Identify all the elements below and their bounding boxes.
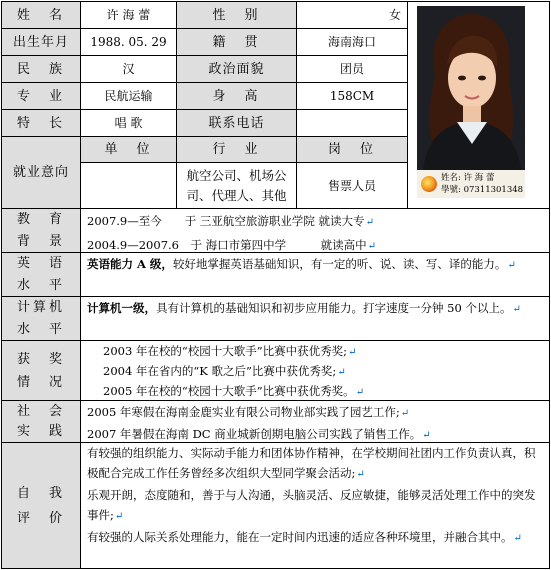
- school-logo-icon: [421, 176, 437, 192]
- education-line-1: 2007.9—至今 于 三亚航空旅游职业学院 就读大专↵: [87, 214, 374, 228]
- intent-position-value: 售票人员: [296, 162, 408, 209]
- intent-industry-header: 行 业: [176, 136, 297, 163]
- self-eval-item: 有较强的组织能力、实际动手能力和团体协作精神，在学校期间社团内工作负责认真，积极配合完成工作任务曾经多次组织大型同学聚会活动;↵: [87, 446, 536, 480]
- award-item: 2003 年在校的“校园十大歌手”比赛中获优秀奖;↵: [103, 344, 357, 358]
- intent-position-header: 岗 位: [296, 136, 408, 163]
- ethnicity-label: 民 族: [1, 55, 81, 83]
- english-description: 较好地掌握英语基础知识，有一定的听、说、读、写、译的能力。: [172, 257, 507, 271]
- computer-label: 计算机 水 平: [1, 296, 81, 341]
- major-value: 民航运输: [80, 82, 177, 110]
- name-value: 许 海 蕾: [80, 1, 177, 29]
- height-value: 158CM: [296, 82, 408, 110]
- political-status-label: 政治面貌: [176, 55, 297, 83]
- self-evaluation-label: 自 我 评 价: [1, 442, 81, 569]
- caption-student-id: 學號: 07311301348: [441, 185, 524, 195]
- major-label: 专 业: [1, 82, 81, 110]
- intent-unit-value: [80, 162, 177, 209]
- social-practice-label: 社 会 实 践: [1, 400, 81, 443]
- gender-label: 性 别: [176, 1, 297, 29]
- portrait-photo: [417, 6, 525, 170]
- education-content: [80, 208, 550, 253]
- intent-industry-value: 航空公司、机场公司、代理人、其他: [176, 162, 297, 209]
- awards-label: 获 奖 情 况: [1, 340, 81, 401]
- height-label: 身 高: [176, 82, 297, 110]
- ethnicity-value: 汉: [80, 55, 177, 83]
- computer-level: 计算机一级，: [87, 301, 156, 315]
- native-place-value: 海南海口: [296, 28, 408, 56]
- caption-name: 姓名: 许 海 蕾: [441, 173, 495, 183]
- intent-unit-header: 单 位: [80, 136, 177, 163]
- social-practice-content: [80, 400, 550, 443]
- english-content: 英语能力 A 级，较好地掌握英语基础知识，有一定的听、说、读、写、译的能力。↵: [80, 252, 550, 297]
- specialty-label: 特 长: [1, 109, 81, 137]
- gender-value: 女: [296, 1, 408, 29]
- english-label: 英 语 水 平: [1, 252, 81, 297]
- award-item: 2005 年在校的“校园十大歌手”比赛中获优秀奖。↵: [103, 384, 365, 398]
- phone-value: [296, 109, 408, 137]
- photo-cell: [407, 1, 550, 209]
- award-item: 2004 年在省内的“K 歌之后”比赛中获优秀奖;↵: [103, 364, 346, 378]
- awards-content: [80, 340, 550, 401]
- practice-item: 2005 年寒假在海南金鹿实业有限公司物业部实践了园艺工作;↵: [87, 405, 410, 419]
- native-place-label: 籍 贯: [176, 28, 297, 56]
- computer-description: 具有计算机的基础知识和初步应用能力。打字速度一分钟 50 个以上。: [156, 301, 512, 315]
- specialty-value: 唱 歌: [80, 109, 177, 137]
- self-evaluation-content: [80, 442, 550, 569]
- english-level: 英语能力 A 级，: [87, 257, 173, 271]
- political-status-value: 团员: [296, 55, 408, 83]
- employment-intent-label: 就业意向: [1, 136, 81, 209]
- name-label: 姓 名: [1, 1, 81, 29]
- photo-caption: [417, 170, 525, 198]
- self-eval-item: 乐观开朗，态度随和，善于与人沟通，头脑灵活、反应敏捷，能够灵活处理工作中的突发事件;↵: [87, 488, 536, 522]
- dob-label: 出生年月: [1, 28, 81, 56]
- practice-item: 2007 年暑假在海南 DC 商业城新创期电脑公司实践了销售工作。↵: [87, 427, 431, 441]
- education-label: 教 育 背 景: [1, 208, 81, 253]
- dob-value: 1988. 05. 29: [80, 28, 177, 56]
- computer-content: 计算机一级，具有计算机的基础知识和初步应用能力。打字速度一分钟 50 个以上。↵: [80, 296, 550, 341]
- education-line-2: 2004.9—2007.6 于 海口市第四中学 就读高中↵: [87, 238, 377, 252]
- phone-label: 联系电话: [176, 109, 297, 137]
- self-eval-item: 有较强的人际关系处理能力，能在一定时间内迅速的适应各种环境里，并融合其中。↵: [87, 530, 522, 544]
